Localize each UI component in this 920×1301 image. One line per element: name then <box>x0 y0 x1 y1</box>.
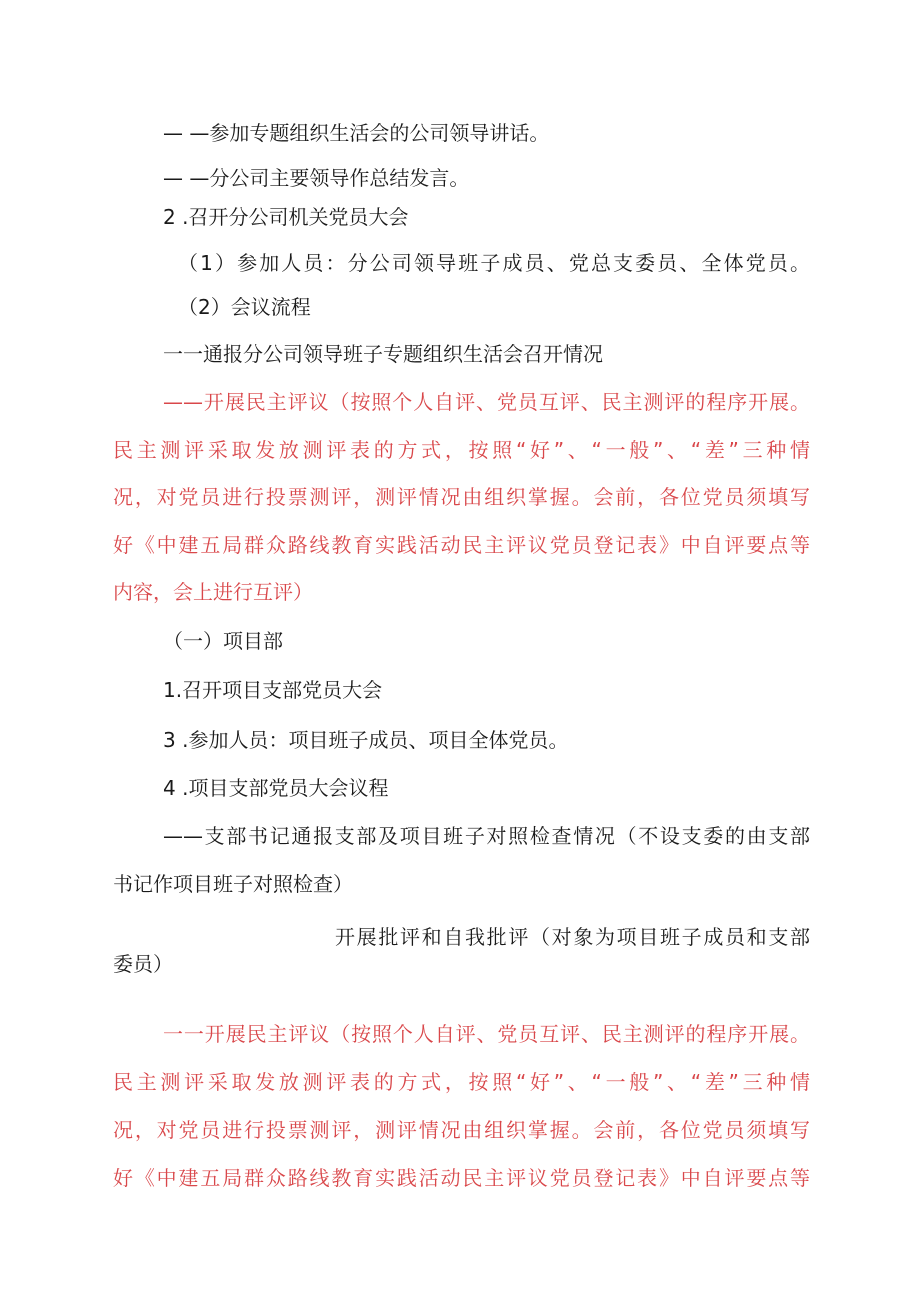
highlighted-text-line: 况，对党员进行投票测评，测评情况由组织掌握。会前，各位党员须填写 <box>113 485 810 509</box>
highlighted-text-line: 况，对党员进行投票测评，测评情况由组织掌握。会前，各位党员须填写 <box>113 1118 810 1142</box>
text-line: 委员） <box>113 952 173 976</box>
text-line: ——支部书记通报支部及项目班子对照检查情况（不设支委的由支部 <box>163 824 810 848</box>
section-heading: 2 .召开分公司机关党员大会 <box>163 205 409 229</box>
section-heading: 1.召开项目支部党员大会 <box>163 678 383 702</box>
text-line: （2）会议流程 <box>178 295 311 319</box>
text-line: 开展批评和自我批评（对象为项目班子成员和支部 <box>335 925 810 949</box>
highlighted-text-line: 一一开展民主评议（按照个人自评、党员互评、民主测评的程序开展。 <box>163 1022 810 1046</box>
highlighted-text-line: 好《中建五局群众路线教育实践活动民主评议党员登记表》中自评要点等 <box>113 533 810 557</box>
highlighted-text-line: 民主测评采取发放测评表的方式，按照“好”、“一般”、“差”三种情 <box>113 1070 810 1094</box>
text-line: 书记作项目班子对照检查） <box>113 872 353 896</box>
highlighted-text-line: 好《中建五局群众路线教育实践活动民主评议党员登记表》中自评要点等 <box>113 1166 810 1190</box>
text-line: — —参加专题组织生活会的公司领导讲话。 <box>163 121 550 145</box>
highlighted-text-line: 内容，会上进行互评） <box>113 580 313 604</box>
highlighted-text-line: ——开展民主评议（按照个人自评、党员互评、民主测评的程序开展。 <box>163 390 810 414</box>
text-line: （1）参加人员：分公司领导班子成员、党总支委员、全体党员。 <box>178 251 810 275</box>
text-line: — —分公司主要领导作总结发言。 <box>163 166 470 190</box>
highlighted-text-line: 民主测评采取发放测评表的方式，按照“好”、“一般”、“差”三种情 <box>113 438 810 462</box>
text-line: 3 .参加人员：项目班子成员、项目全体党员。 <box>163 728 569 752</box>
section-heading: （一）项目部 <box>163 629 283 653</box>
text-line: 一一通报分公司领导班子专题组织生活会召开情况 <box>163 342 603 366</box>
text-line: 4 .项目支部党员大会议程 <box>163 776 389 800</box>
